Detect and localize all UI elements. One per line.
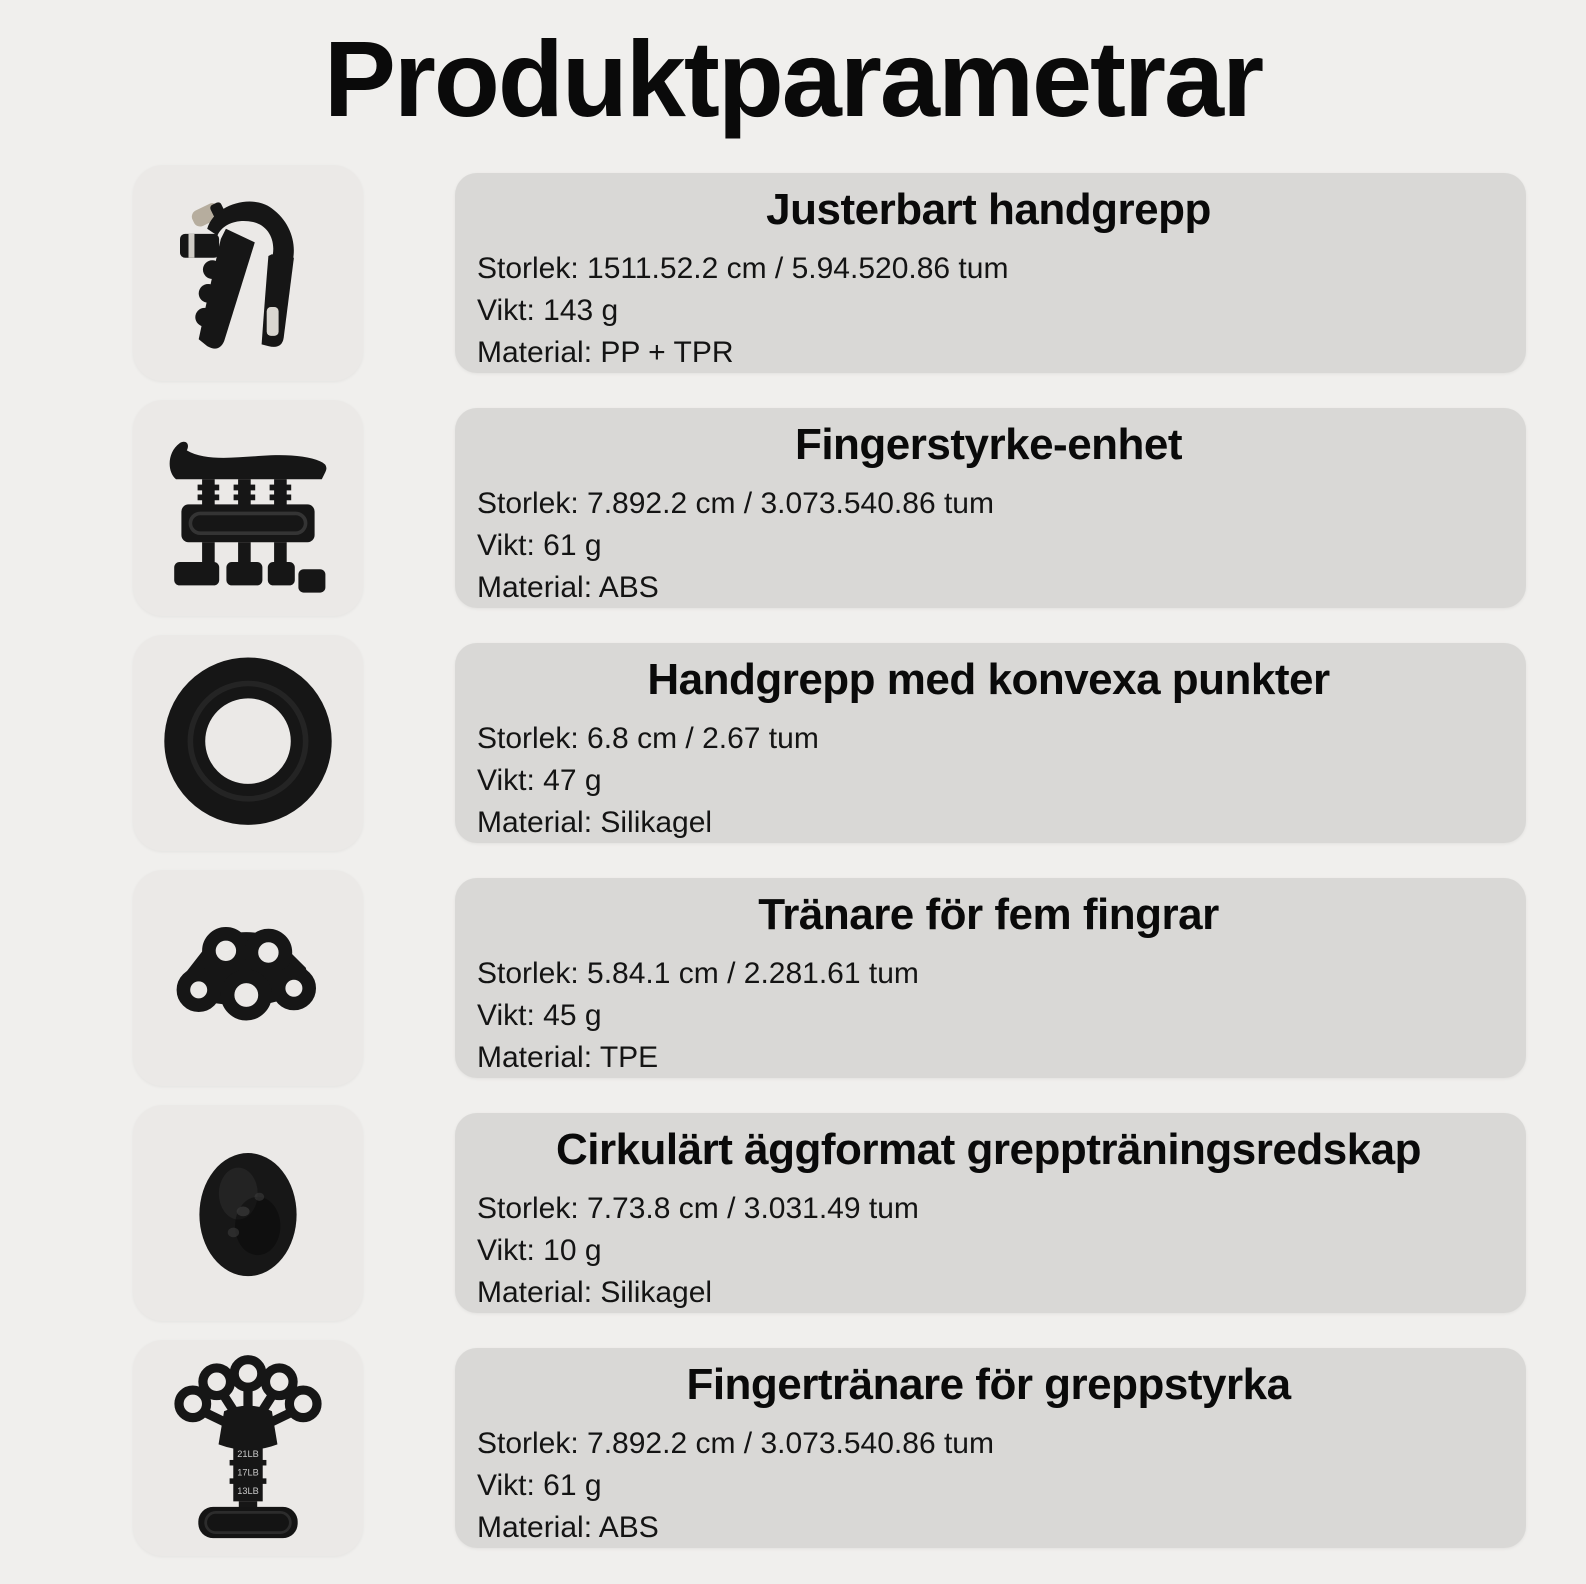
product-image-tile — [133, 400, 363, 616]
product-title: Justerbart handgrepp — [766, 185, 1211, 234]
product-material: Material: TPE — [477, 1040, 659, 1074]
product-title: Tränare för fem fingrar — [758, 890, 1219, 939]
product-row — [133, 165, 1526, 381]
product-size: Storlek: 1511.52.2 cm / 5.94.520.86 tum — [477, 251, 1009, 285]
product-panel — [455, 1348, 1526, 1548]
product-weight: Vikt: 10 g — [477, 1233, 602, 1267]
product-image-tile — [133, 1105, 363, 1321]
gripper-resistance-label: 13LB — [237, 1486, 259, 1496]
product-title: Handgrepp med konvexa punkter — [647, 655, 1330, 704]
product-row — [133, 1105, 1526, 1321]
product-weight: Vikt: 47 g — [477, 763, 602, 797]
five-finger-trainer-icon — [148, 893, 348, 1063]
product-panel — [455, 878, 1526, 1078]
product-row — [133, 1340, 1526, 1556]
product-material: Material: ABS — [477, 1510, 659, 1544]
product-weight: Vikt: 143 g — [477, 293, 619, 327]
product-material: Material: PP + TPR — [477, 335, 734, 369]
egg-shaped-grip-ball-icon — [167, 1115, 329, 1311]
finger-gripper-with-strap-icon — [156, 1348, 340, 1548]
product-title: Fingerstyrke-enhet — [794, 420, 1183, 469]
product-image-tile — [133, 870, 363, 1086]
product-image-tile — [133, 635, 363, 851]
product-weight: Vikt: 61 g — [477, 1468, 602, 1502]
product-image-tile — [133, 1340, 363, 1556]
product-material: Material: Silikagel — [477, 805, 713, 839]
product-image-tile — [133, 165, 363, 381]
gripper-resistance-label: 17LB — [237, 1467, 259, 1478]
gripper-resistance-label: 21LB — [237, 1449, 259, 1460]
finger-strength-device-icon — [152, 418, 344, 598]
page-title: Produktparametrar — [323, 18, 1263, 139]
product-material: Material: Silikagel — [477, 1275, 713, 1309]
product-size: Storlek: 6.8 cm / 2.67 tum — [477, 721, 819, 755]
product-size: Storlek: 5.84.1 cm / 2.281.61 tum — [477, 956, 919, 990]
product-rows — [0, 165, 1586, 1556]
product-weight: Vikt: 61 g — [477, 528, 602, 562]
convex-points-grip-ring-icon — [155, 650, 341, 836]
product-row — [133, 870, 1526, 1086]
product-row — [133, 635, 1526, 851]
adjustable-hand-gripper-icon — [163, 175, 333, 371]
product-material: Material: ABS — [477, 570, 659, 604]
product-size: Storlek: 7.892.2 cm / 3.073.540.86 tum — [477, 1426, 994, 1460]
product-size: Storlek: 7.73.8 cm / 3.031.49 tum — [477, 1191, 919, 1225]
product-title: Cirkulärt äggformat greppträningsredskap — [555, 1125, 1422, 1174]
product-panel — [455, 408, 1526, 608]
product-panel — [455, 643, 1526, 843]
product-panel — [455, 1113, 1526, 1313]
product-size: Storlek: 7.892.2 cm / 3.073.540.86 tum — [477, 486, 994, 520]
product-row — [133, 400, 1526, 616]
product-weight: Vikt: 45 g — [477, 998, 602, 1032]
product-title: Fingertränare för greppstyrka — [686, 1360, 1291, 1409]
product-panel — [455, 173, 1526, 373]
